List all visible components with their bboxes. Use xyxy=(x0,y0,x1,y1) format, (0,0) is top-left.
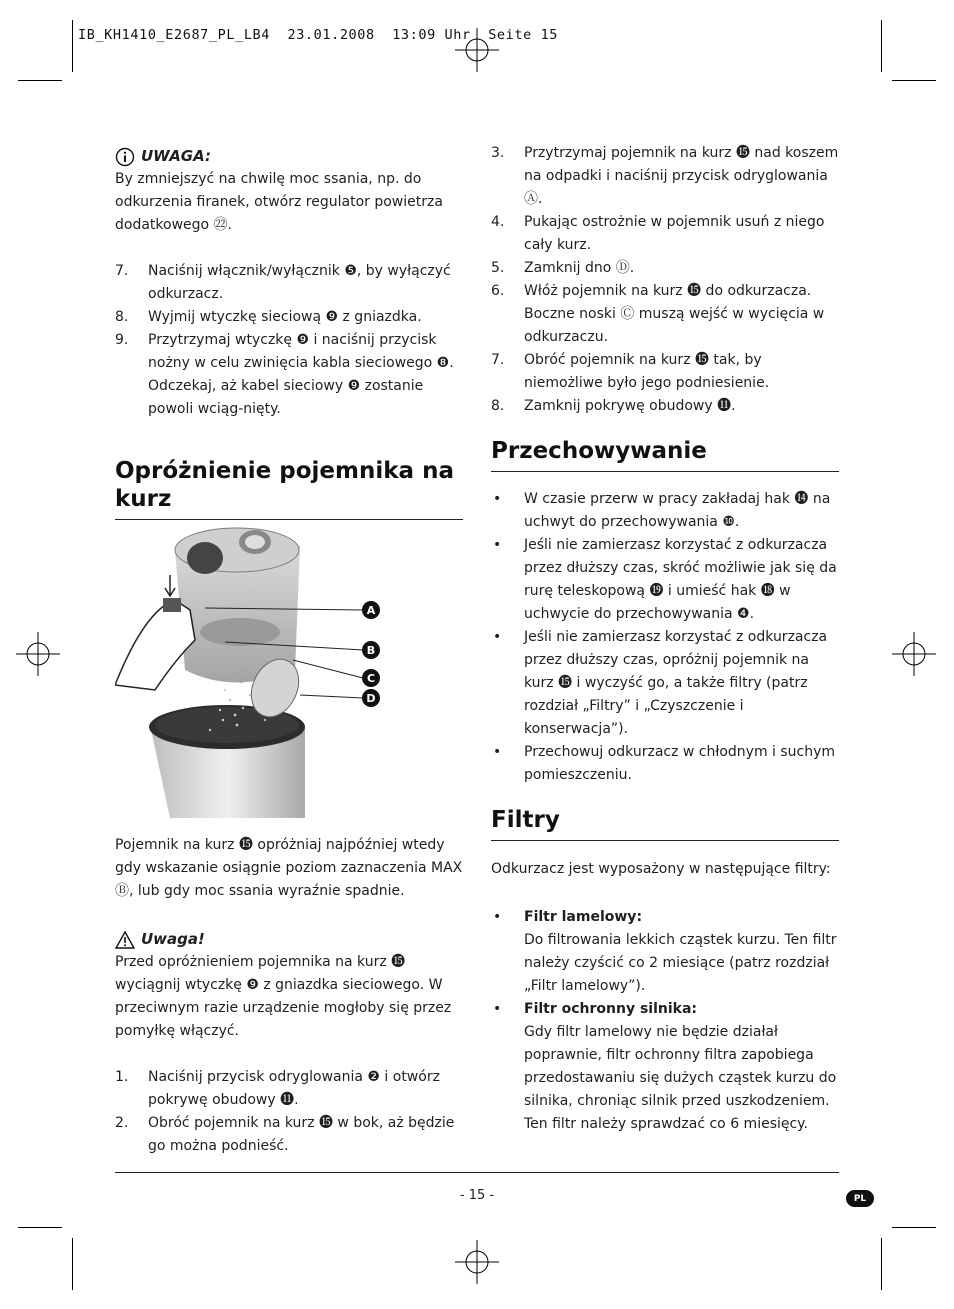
warning-icon xyxy=(115,931,135,949)
section-title-emptying: Opróżnienie pojemnika na kurz xyxy=(115,457,463,520)
filters-intro: Odkurzacz jest wyposażony w następujące filtry: xyxy=(491,861,831,877)
list-item: • Jeśli nie zamierzasz korzystać z odkurzacza przez dłuższy czas, opróżnij pojemnik na kurz ⓯ i wyczyść go, a także filtry (patrz rozdział „Filtry” i „Czyszczenie i konserwacja”). xyxy=(491,626,839,741)
registration-mark-left xyxy=(16,632,60,676)
list-item: • W czasie przerw w pracy zakładaj hak ⓮ na uchwyt do przechowywania ❿. xyxy=(491,488,839,534)
storage-list xyxy=(491,488,839,787)
registration-mark-bottom xyxy=(455,1240,499,1284)
figure-label-c: C xyxy=(362,669,380,687)
filter-description: Do filtrowania lekkich cząstek kurzu. Ten filtr należy czyścić co 2 miesiące (patrz rozdział „Filtr lamelowy”). xyxy=(524,932,837,994)
list-item: 2. Obróć pojemnik na kurz ⓯ w bok, aż będzie go można podnieść. xyxy=(115,1115,455,1154)
filter-description: Gdy filtr lamelowy nie będzie działał poprawnie, filtr ochronny filtra zapobiega przedostawaniu się dużych cząstek kurzu do silnika, chroniąc silnik przed uszkodzeniem. Ten filtr należy sprawdzać co 6 miesięcy. xyxy=(524,1024,837,1132)
list-item: 1. Naciśnij przycisk odryglowania ❷ i otwórz pokrywę obudowy ⓫. xyxy=(115,1069,440,1108)
filters-section xyxy=(491,858,839,1136)
crop-mark xyxy=(881,20,882,72)
print-slug: IB_KH1410_E2687_PL_LB4 23.01.2008 13:09 Uhr Seite 15 xyxy=(78,27,559,43)
list-item: 3. Przytrzymaj pojemnik na kurz ⓯ nad koszem na odpadki i naciśnij przycisk odryglowania Ⓐ. xyxy=(491,145,839,207)
steps-list-3 xyxy=(491,142,839,418)
info-note-title: UWAGA: xyxy=(115,145,465,168)
list-item: 8. Wyjmij wtyczkę sieciową ❾ z gniazdka. xyxy=(115,309,422,325)
crop-mark xyxy=(892,80,936,81)
left-column xyxy=(115,145,465,421)
registration-mark-right xyxy=(892,632,936,676)
list-item: 8. Zamknij pokrywę obudowy ⓫. xyxy=(491,398,736,414)
section-title-storage: Przechowywanie xyxy=(491,437,839,472)
list-item: 7. Obróć pojemnik na kurz ⓯ tak, by niemożliwe było jego podniesienie. xyxy=(491,352,770,391)
list-item: • Jeśli nie zamierzasz korzystać z odkurzacza przez dłuższy czas, skróć możliwie jak się da rurę teleskopową ⓳ i umieść hak ⓲ w uchwycie do przechowywania ❹. xyxy=(491,534,839,626)
right-column xyxy=(491,142,839,418)
steps-list-2 xyxy=(115,1066,465,1158)
crop-mark xyxy=(18,80,62,81)
info-note-body: By zmniejszyć na chwilę moc ssania, np. do odkurzenia firanek, otwórz regulator powietrza dodatkowego ㉒. xyxy=(115,171,443,233)
crop-mark xyxy=(72,1238,73,1290)
storage-section xyxy=(491,488,839,787)
crop-mark xyxy=(892,1227,936,1228)
list-item: 5. Zamknij dno Ⓓ. xyxy=(491,260,635,276)
list-item xyxy=(491,998,839,1136)
figure-label-b: B xyxy=(362,641,380,659)
filter-name: • Filtr ochronny silnika: xyxy=(524,1001,698,1017)
info-icon xyxy=(115,147,135,167)
list-item: 7. Naciśnij włącznik/wyłącznik ❺, by wyłączyć odkurzacz. xyxy=(115,263,451,302)
figure-label-d: D xyxy=(362,689,380,707)
crop-mark xyxy=(18,1227,62,1228)
footer-rule xyxy=(115,1172,839,1173)
registration-mark-top xyxy=(455,28,499,72)
crop-mark xyxy=(881,1238,882,1290)
filter-name: • Filtr lamelowy: xyxy=(524,909,643,925)
warning-note-title: Uwaga! xyxy=(115,928,465,951)
list-item: 9. Przytrzymaj wtyczkę ❾ i naciśnij przycisk nożny w celu zwinięcia kabla sieciowego ❽. Odczekaj, aż kabel sieciowy ❾ zostanie powoli wciąg-nięty. xyxy=(115,332,454,417)
list-item: 4. Pukając ostrożnie w pojemnik usuń z niego cały kurz. xyxy=(491,214,825,253)
list-item xyxy=(491,906,839,998)
list-item: • Przechowuj odkurzacz w chłodnym i suchym pomieszczeniu. xyxy=(491,741,839,787)
left-column-lower xyxy=(115,834,465,1158)
crop-mark xyxy=(72,20,73,72)
steps-list-1 xyxy=(115,260,465,421)
filters-list xyxy=(491,906,839,1136)
figure-caption: Pojemnik na kurz ⓯ opróżniaj najpóźniej wtedy gdy wskazanie osiągnie poziom zaznaczenia MAX Ⓑ, lub gdy moc ssania wyraźnie spadnie. xyxy=(115,837,463,899)
list-item: 6. Włóż pojemnik na kurz ⓯ do odkurzacza. Boczne noski Ⓒ muszą wejść w wycięcia w odkurzaczu. xyxy=(491,283,825,345)
language-badge: PL xyxy=(846,1190,874,1207)
figure-label-a: A xyxy=(362,601,380,619)
section-title-filters: Filtry xyxy=(491,806,839,841)
page-number: - 15 - xyxy=(459,1188,495,1203)
warning-note-body: Przed opróżnieniem pojemnika na kurz ⓯ wyciągnij wtyczkę ❾ z gniazdka sieciowego. W przeciwnym razie urządzenie mogłoby się przez pomyłkę włączyć. xyxy=(115,954,452,1039)
